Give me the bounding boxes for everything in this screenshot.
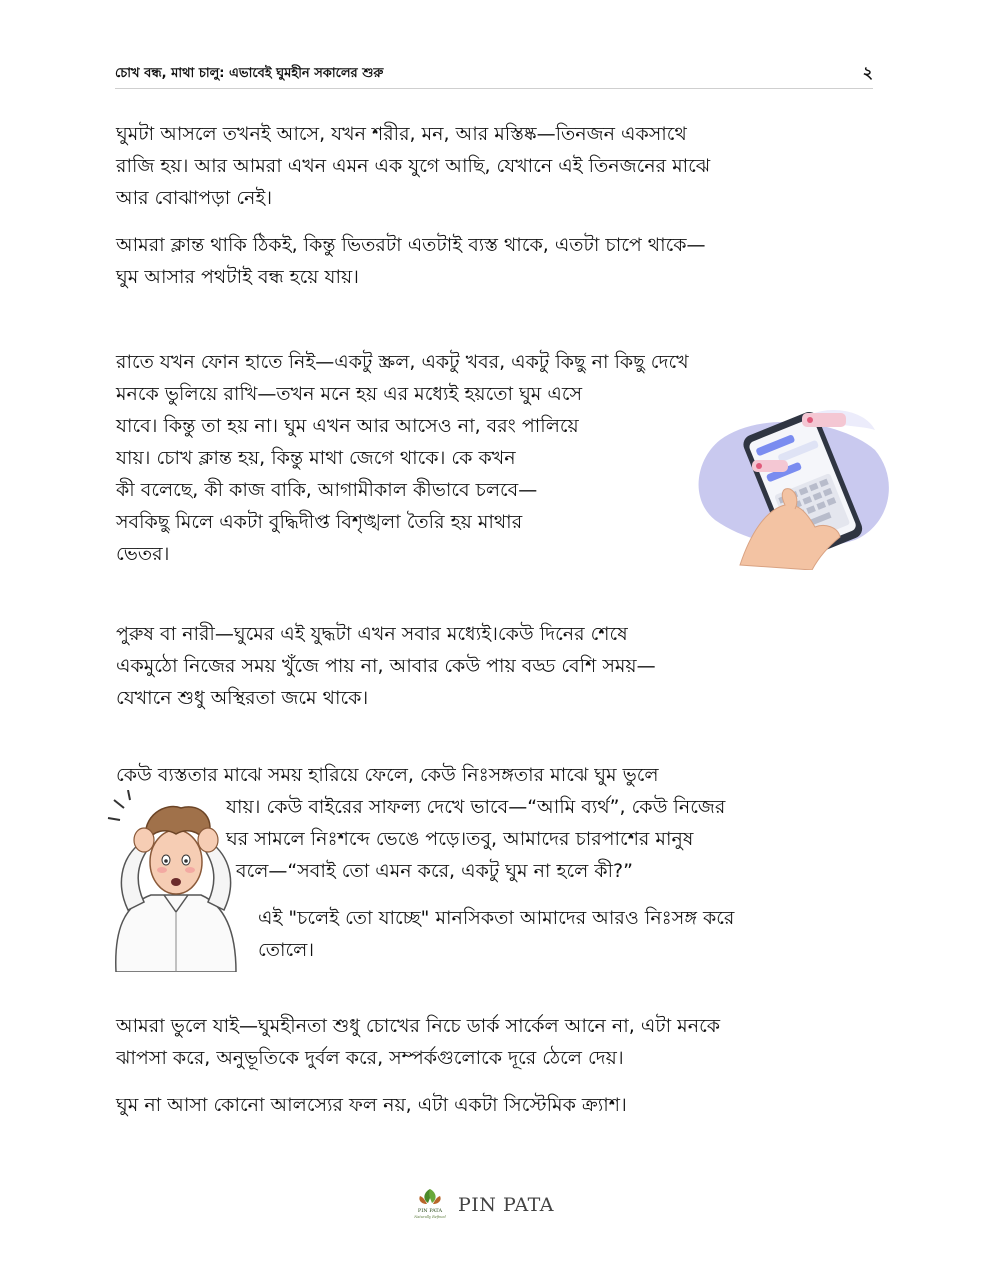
paragraph-forget (116, 1010, 720, 1074)
text-line: তোলে। (258, 939, 315, 961)
stressed-man-illustration (106, 790, 244, 972)
text-line: যায়। চোখ ক্লান্ত হয়, কিন্তু মাথা জেগে থাকে। কে কখন (116, 447, 516, 469)
text-line: একমুঠো নিজের সময় খুঁজে পায় না, আবার কেউ পায় বড্ড বেশি সময়— (116, 655, 656, 677)
logo-text: PIN PATA (417, 1208, 443, 1214)
text-line: ঘুমটা আসলে তখনই আসে, যখন শরীর, মন, আর মস্তিষ্ক—তিনজন একসাথে (116, 123, 687, 145)
pin-pata-logo (410, 1186, 450, 1224)
text-line: রাতে যখন ফোন হাতে নিই—একটু স্ক্রল, একটু খবর, একটু কিছু না কিছু দেখে (116, 351, 689, 373)
paragraph-intro (116, 118, 710, 214)
text-line: কেউ ব্যস্ততার মাঝে সময় হারিয়ে ফেলে, কেউ নিঃসঙ্গতার মাঝে ঘুম ভুলে (116, 764, 659, 786)
paragraph-tired (116, 229, 706, 293)
phone-in-hand-illustration (690, 405, 895, 570)
text-line: যেখানে শুধু অস্থিরতা জমে থাকে। (116, 687, 369, 709)
text-line: যাবে। কিন্তু তা হয় না। ঘুম এখন আর আসেও না, বরং পালিয়ে (116, 415, 579, 437)
paragraph-phone (116, 346, 689, 570)
paragraph-lonely-cont (226, 791, 725, 887)
page-number: ২ (862, 63, 873, 82)
logo-tagline: Naturally Refined (414, 1215, 446, 1219)
header-title: চোখ বন্ধ, মাথা চালু: এভাবেই ঘুমহীন সকালের শুরু (115, 66, 384, 81)
text-line: কী বলেছে, কী কাজ বাকি, আগামীকাল কীভাবে চলবে— (116, 479, 538, 501)
text-line: রাজি হয়। আর আমরা এখন এমন এক যুগে আছি, যেখানে এই তিনজনের মাঝে (116, 155, 711, 177)
text-line: ঘুম না আসা কোনো আলস্যের ফল নয়, এটা একটা সিস্টেমিক ক্র্যাশ। (116, 1094, 627, 1116)
paragraph-gender (116, 618, 656, 714)
paragraph-crash (116, 1089, 627, 1121)
text-line: আমরা ভুলে যাই—ঘুমহীনতা শুধু চোখের নিচে ডার্ক সার্কেল আনে না, এটা মনকে (116, 1015, 721, 1037)
text-line: ঘুম আসার পথটাই বন্ধ হয়ে যায়। (116, 266, 359, 288)
paragraph-lonely (116, 759, 659, 791)
text-line: সবকিছু মিলে একটা বুদ্ধিদীপ্ত বিশৃঙ্খলা তৈরি হয় মাথার (116, 511, 523, 533)
page-header (115, 58, 873, 89)
text-line: মনকে ভুলিয়ে রাখি—তখন মনে হয় এর মধ্যেই হয়তো ঘুম এসে (116, 383, 583, 405)
text-line: এই "চলেই তো যাচ্ছে" মানসিকতা আমাদের আরও নিঃসঙ্গ করে (258, 907, 735, 929)
text-line: আমরা ক্লান্ত থাকি ঠিকই, কিন্তু ভিতরটা এতটাই ব্যস্ত থাকে, এতটা চাপে থাকে— (116, 234, 706, 256)
text-line: ঝাপসা করে, অনুভূতিকে দুর্বল করে, সম্পর্কগুলোকে দূরে ঠেলে দেয়। (116, 1047, 624, 1069)
brand-name: PIN PATA (458, 1194, 555, 1216)
text-line: পুরুষ বা নারী—ঘুমের এই যুদ্ধটা এখন সবার মধ্যেই।কেউ দিনের শেষে (116, 623, 628, 645)
text-line: ভেতর। (116, 543, 170, 565)
text-line: আর বোঝাপড়া নেই। (116, 187, 273, 209)
text-line: ঘর সামলে নিঃশব্দে ভেঙে পড়ে।তবু, আমাদের চারপাশের মানুষ (226, 828, 694, 850)
text-line: বলে—“সবাই তো এমন করে, একটু ঘুম না হলে কী?” (236, 860, 633, 882)
text-line: যায়। কেউ বাইরের সাফল্য দেখে ভাবে—“আমি ব্যর্থ”, কেউ নিজের (226, 796, 726, 818)
paragraph-mindset (258, 902, 734, 966)
